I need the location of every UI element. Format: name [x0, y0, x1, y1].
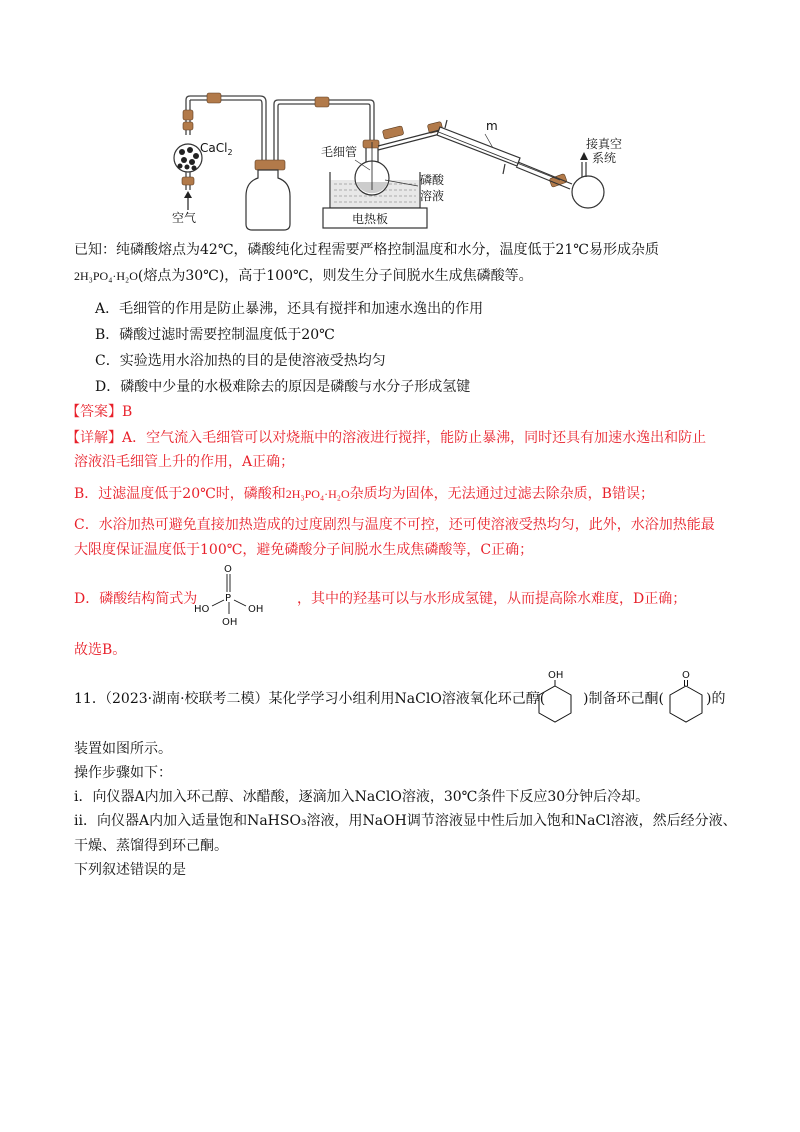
detail-conclusion: 故选B。	[74, 642, 127, 658]
struct-p: P	[225, 593, 232, 604]
q11-step-1: i．向仪器A内加入环己醇、冰醋酸，逐滴加入NaClO溶液，30℃条件下反应30分钟后冷却。	[74, 789, 650, 805]
q11-step-2-line-2: 干燥、蒸馏得到环己酮。	[74, 838, 228, 854]
solution-label-1: 磷酸	[420, 173, 445, 187]
capillary-label: 毛细管	[321, 145, 358, 159]
condenser-label: m	[486, 119, 498, 133]
struct-oh-bottom: OH	[222, 617, 238, 628]
detail-c-line-2: 大限度保证温度低于100℃，避免磷酸分子间脱水生成焦磷酸等，C正确；	[74, 542, 534, 558]
phosphoric-acid-structure	[192, 562, 272, 628]
known-line-1: 已知：纯磷酸熔点为42℃，磷酸纯化过程需要严格控制温度和水分，温度低于21℃易形成杂质	[74, 242, 659, 258]
q11-line-1-mid: )制备环己酮(	[583, 691, 664, 707]
struct-oh: OH	[248, 604, 264, 615]
q11-question: 下列叙述错误的是	[74, 862, 186, 878]
q11-steps-title: 操作步骤如下：	[74, 765, 172, 781]
air-label: 空气	[172, 211, 197, 225]
option-a: A．毛细管的作用是防止暴沸，还具有搅拌和加速水逸出的作用	[95, 301, 484, 317]
detail-c-line-1: C．水浴加热可避免直接加热造成的过度剧烈与温度不可控，还可使溶液受热均匀，此外，水浴加热能最	[74, 517, 715, 533]
cyclohexanol-oh: OH	[548, 670, 564, 681]
detail-a-line-1	[66, 428, 706, 448]
option-b: B．磷酸过滤时需要控制温度低于20℃	[95, 327, 335, 343]
cyclohexanone-o: O	[682, 670, 690, 681]
detail-label: 【详解】	[66, 430, 122, 446]
vacuum-label-1: 接真空	[586, 137, 623, 151]
detail-b-post: 杂质均为固体，无法通过过滤去除杂质，B错误；	[349, 486, 654, 502]
detail-b-pre: B．过滤温度低于20℃时，磷酸和	[74, 486, 286, 502]
solution-label-2: 溶液	[420, 189, 445, 203]
detail-a-text: A．空气流入毛细管可以对烧瓶中的溶液进行搅拌，能防止暴沸，同时还具有加速水逸出和防止	[122, 430, 707, 446]
detail-d-post: ，其中的羟基可以与水形成氢键，从而提高除水难度，D正确；	[297, 591, 687, 607]
detail-d-pre: D．磷酸结构简式为	[74, 591, 198, 607]
answer: 【答案】B	[66, 404, 133, 420]
q11-number: 11．	[74, 691, 106, 707]
known-line-2-rest: (熔点为30℃)，高于100℃，则发生分子间脱水生成焦磷酸等。	[137, 268, 533, 284]
known-line-2	[74, 266, 533, 286]
q11-line-1-pre: （2023·湖南·校联考二模）某化学学习小组利用NaClO溶液氧化环己醇(	[98, 691, 546, 707]
cyclohexanone-structure	[662, 668, 710, 726]
detail-b	[74, 484, 654, 504]
detail-b-formula: 2H₃PO₄·H₂O	[285, 487, 350, 501]
struct-o: O	[224, 564, 232, 575]
q11-line-2: 装置如图所示。	[74, 741, 172, 757]
vacuum-label-2: 系统	[592, 151, 617, 165]
cacl2-label: CaCl$_2$	[200, 141, 233, 157]
cyclohexanol-structure	[530, 668, 580, 726]
detail-a-line-2: 溶液沿毛细管上升的作用，A正确；	[74, 454, 295, 470]
apparatus-diagram	[160, 86, 640, 236]
option-c: C．实验选用水浴加热的目的是使溶液受热均匀	[95, 353, 386, 369]
q11-line-1-post: )的	[706, 691, 726, 707]
q11-step-2-line-1: ii．向仪器A内加入适量饱和NaHSO₃溶液，用NaOH调节溶液显中性后加入饱和NaCl溶液，然后经分液、	[74, 813, 737, 829]
option-d: D．磷酸中少量的水极难除去的原因是磷酸与水分子形成氢键	[95, 379, 471, 395]
struct-ho: HO	[194, 604, 210, 615]
known-formula: 2H₃PO₄·H₂O	[74, 269, 138, 283]
hotplate-label: 电热板	[352, 212, 389, 226]
